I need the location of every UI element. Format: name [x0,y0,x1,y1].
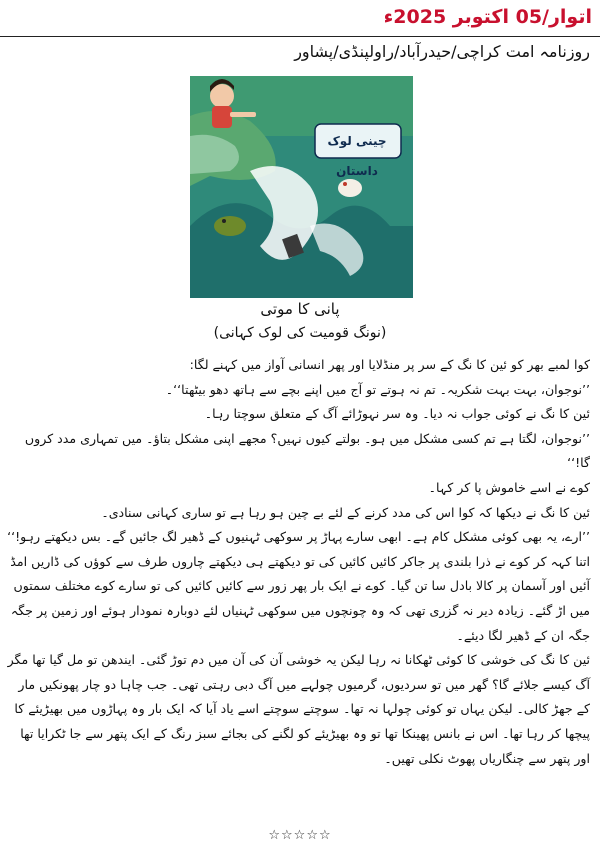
frog-eye [222,219,226,223]
story-badge-label: چینی لوک داستان [327,134,387,178]
paragraph: ئین کا نگ کی خوشی کا کوئی ٹھکانا نہ رہا لیکن یہ خوشی آن کی آن میں دم توڑ گئی۔ ایندھن تو مل گیا تھا مگر آگ کیسے جلائے گا؟ گھر میں تو سردیوں، گرمیوں چولہے میں آگ دبی رہتی تھی۔ جب چاہا دو چار پھونکیں مار کے جھڑ کالی۔ لیکن یہاں تو کوئی چولہا نہ تھا۔ سوچتے سوچتے اسے یاد آیا کہ ایک بار وہ پہاڑوں میں بھیڑیئے کا پیچھا کر رہا تھا۔ اس نے بانس پھینکا تھا تو وہ بھیڑیئے کو لگنے کی بجائے سبز رنگ کے ایک پتھر سے جا ٹکرایا تھا اور پتھر سے چنگاریاں پھوٹ نکلی تھیں۔ [7,652,590,766]
paragraph: کوا لمبے بھر کو ئین کا نگ کے سر پر منڈلایا اور پھر انسانی آواز میں کہنے لگا: [189,357,590,372]
header-divider [0,36,600,37]
boy-shirt [212,106,232,128]
frog-creature [214,216,246,236]
paragraph: کوے نے اسے خاموش پا کر کہا۔ [428,479,590,495]
issue-date: اتوار/05 اکتوبر 2025ء [383,6,592,28]
boy-arm [230,112,256,117]
story-illustration [190,76,413,298]
newspaper-name: روزنامہ امت کراچی/حیدرآباد/راولپنڈی/پشاور [294,42,590,61]
end-mark: ☆☆☆☆☆ [268,828,332,843]
paragraph: ئین کا نگ نے دیکھا کہ کوا اس کی مدد کرنے کے لئے بے چین ہو رہا ہے تو ساری کہانی سنادی۔ [101,504,590,520]
paragraph: ’’نوجوان، لگتا ہے تم کسی مشکل میں ہو۔ بولتے کیوں نہیں؟ مجھے اپنی مشکل بتاؤ۔ میں تمہاری مدد کروں گا!‘‘ [24,430,590,471]
paragraph: اتنا کہہ کر کوے نے ذرا بلندی پر جاکر کائیں کائیں کی تو دیکھتے ہی دیکھتے چاروں طرف سے کوؤں کی ڈاریں امڈ آئیں اور آسمان پر کالا بادل سا تن گیا۔ کوے نے ایک بار پھر زور سے کائیں کائیں کی تو سارے کوے مختلف سمتوں میں اڑ گئے۔ زیادہ دیر نہ گزری تھی کہ وہ چونچوں میں سوکھی ٹہنیاں لئے دوبارہ نمودار ہوئے اور زمین پر جگہ جگہ ان کے ڈھیر لگا دیئے۔ [10,553,590,643]
paragraph: ’’نوجوان، بہت بہت شکریہ۔ تم نہ ہوتے تو آج میں اپنے بچے سے ہاتھ دھو بیٹھتا‘‘۔ [165,381,590,397]
article-title: پانی کا موتی [260,300,340,318]
paragraph: ئین کا نگ نے کوئی جواب نہ دیا۔ وہ سر نہوڑائے آگ کے متعلق سوچتا رہا۔ [204,406,590,422]
article-body [6,353,590,771]
article-subtitle: (نونگ قومیت کی لوک کہانی) [213,325,387,341]
paragraph: ’’ارے، یہ بھی کوئی مشکل کام ہے۔ ابھی سارے پہاڑ پر سوکھی ٹہنیوں کے ڈھیر لگ جائیں گے۔ بس دیکھتے رہو!‘‘ [7,529,590,545]
illustration-art [190,76,413,298]
